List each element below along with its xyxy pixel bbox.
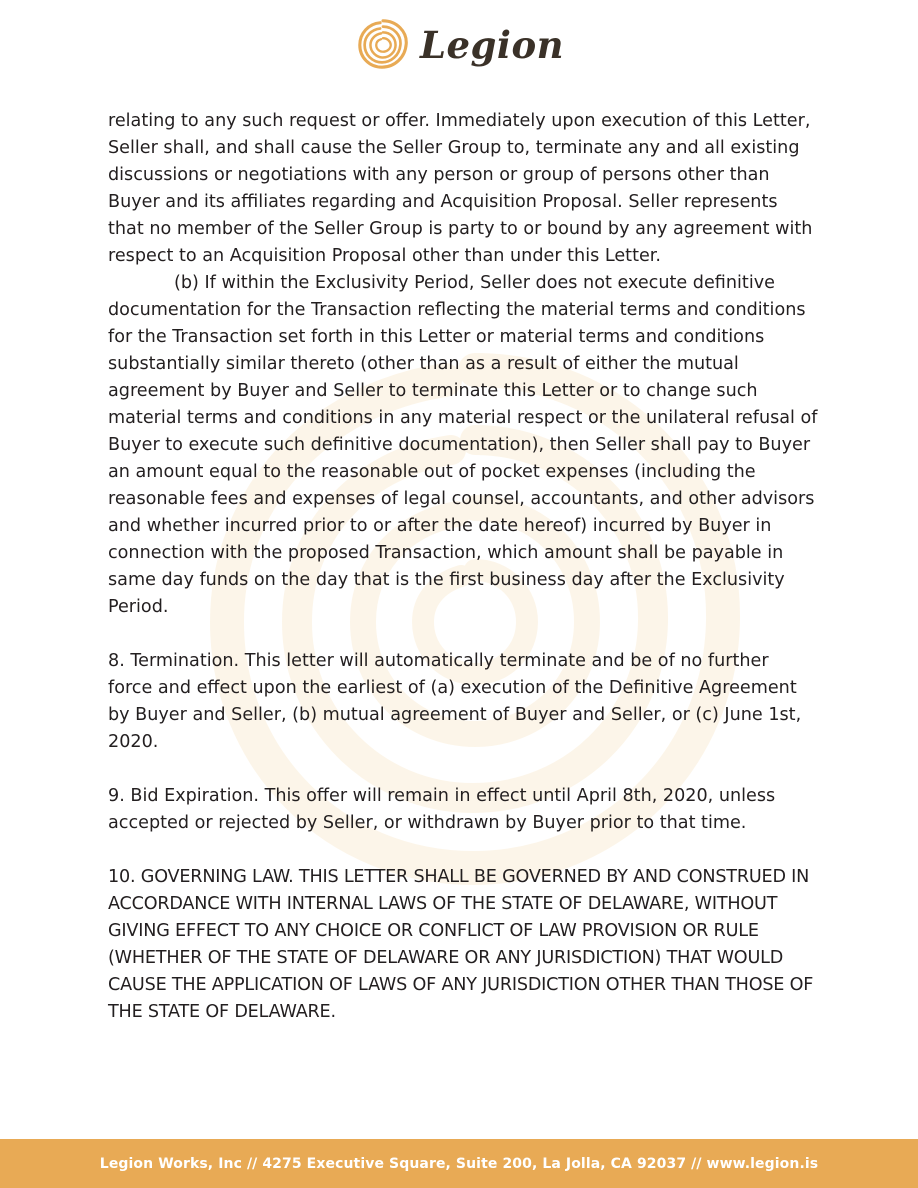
paragraph-exclusivity-b: (b) If within the Exclusivity Period, Seller does not execute definitive documentation for the Transaction reflecting the material terms and conditions for the Transaction set forth in this Letter or material terms and conditions substantially similar thereto (other than as a result of either the mutual agreement by Buyer and Seller to terminate this Letter or to change such material terms and conditions in any material respect or the unilateral refusal of Buyer to execute such definitive documentation), then Seller shall pay to Buyer an amount equal to the reasonable out of pocket expenses (including the reasonable fees and expenses of legal counsel, accountants, and other advisors and whether incurred prior to or after the date hereof) incurred by Buyer in connection with the proposed Transaction, which amount shall be payable in same day funds on the day that is the first business day after the Exclusivity Period. bbox=[108, 273, 818, 617]
section-governing-law: 10. GOVERNING LAW. THIS LETTER SHALL BE GOVERNED BY AND CONSTRUED IN ACCORDANCE WITH INTERNAL LAWS OF THE STATE OF DELAWARE, WITHOUT GIVING EFFECT TO ANY CHOICE OR CONFLICT OF LAW PROVISION OR RULE (WHETHER OF THE STATE OF DELAWARE OR ANY JURISDICTION) THAT WOULD CAUSE THE APPLICATION OF LAWS OF ANY JURISDICTION OTHER THAN THOSE OF THE STATE OF DELAWARE. bbox=[108, 867, 814, 1022]
section-termination: 8. Termination. This letter will automatically terminate and be of no further force and effect upon the earliest of (a) execution of the Definitive Agreement by Buyer and Seller, (b) mutual agreement of Buyer and Seller, or (c) June 1st, 2020. bbox=[108, 651, 802, 752]
footer-address: Legion Works, Inc // 4275 Executive Square, Suite 200, La Jolla, CA 92037 // www.legion.is bbox=[99, 1155, 819, 1172]
brand-logo bbox=[354, 15, 564, 73]
legion-swirl-logo-icon bbox=[354, 15, 412, 73]
letter-body bbox=[108, 108, 818, 1026]
page-header bbox=[0, 12, 918, 76]
brand-name: Legion bbox=[419, 22, 565, 67]
paragraph-continuation: relating to any such request or offer. Immediately upon execution of this Letter, Seller shall, and shall cause the Seller Group to, terminate any and all existing discussions or negotiations with any person or group of persons other than Buyer and its affiliates regarding and Acquisition Proposal. Seller represents that no member of the Seller Group is party to or bound by any agreement with respect to an Acquisition Proposal other than under this Letter. bbox=[108, 111, 813, 266]
page-footer bbox=[0, 1139, 918, 1188]
section-bid-expiration: 9. Bid Expiration. This offer will remain in effect until April 8th, 2020, unless accepted or rejected by Seller, or withdrawn by Buyer prior to that time. bbox=[108, 786, 776, 833]
